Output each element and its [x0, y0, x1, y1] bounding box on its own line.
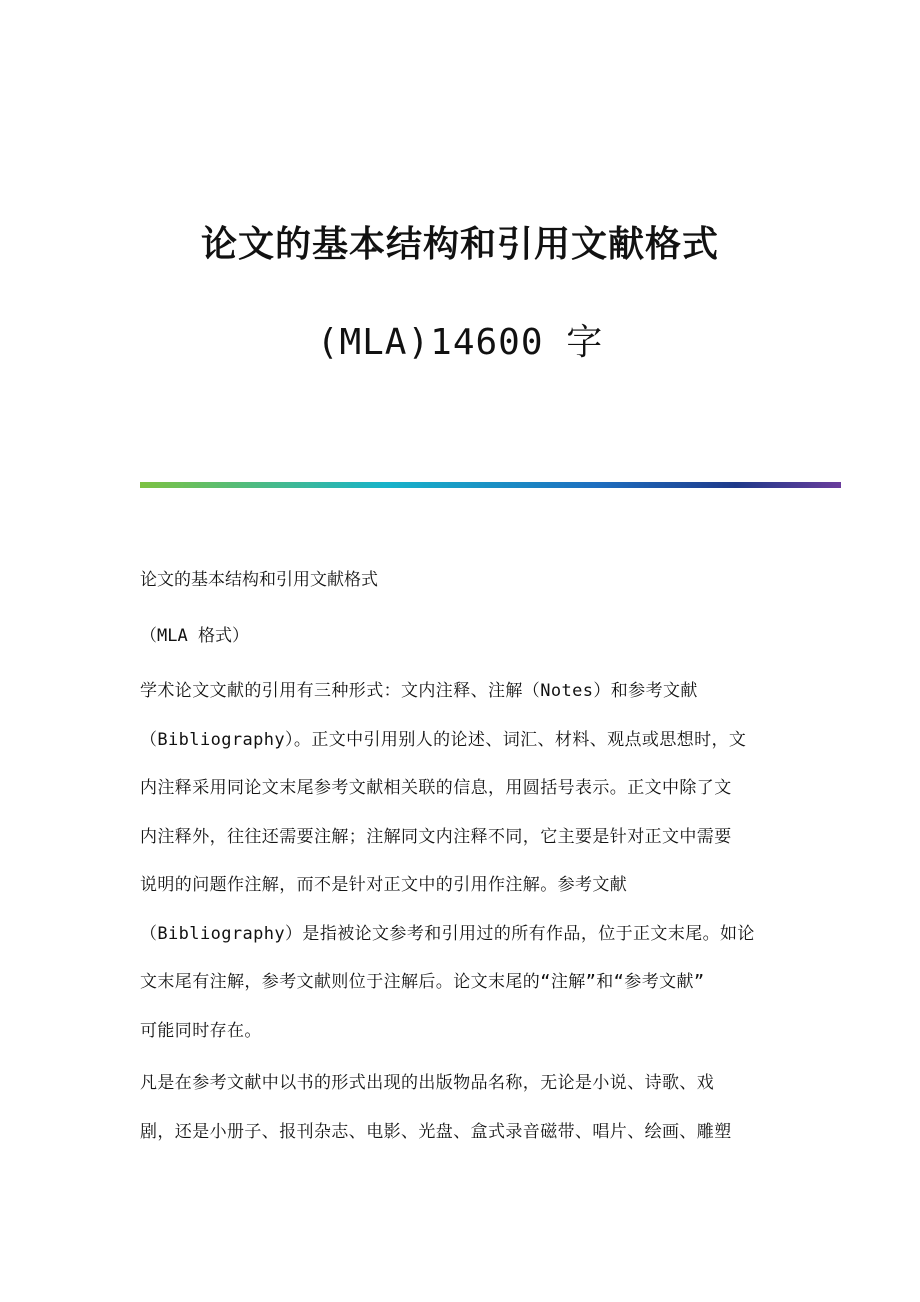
document-title-subline: (MLA)14600 字 [316, 322, 604, 363]
divider-bar [140, 482, 841, 488]
paragraph-line: 剧，还是小册子、报刊杂志、电影、光盘、盒式录音磁带、唱片、绘画、雕塑 [140, 1121, 732, 1142]
paragraph-line: 内注释外，往往还需要注解；注解同文内注释不同，它主要是针对正文中需要 [140, 826, 732, 847]
paragraph-line: （Bibliography）。正文中引用别人的论述、词汇、材料、观点或思想时，文 [140, 729, 747, 750]
paragraph-line: 文末尾有注解，参考文献则位于注解后。论文末尾的“注解”和“参考文献” [140, 972, 705, 992]
paragraph-line: 内注释采用同论文末尾参考文献相关联的信息，用圆括号表示。正文中除了文 [140, 778, 732, 798]
document-title: 论文的基本结构和引用文献格式 [200, 224, 719, 265]
section-subheading: （MLA 格式） [140, 626, 249, 646]
paragraph-citation-forms [140, 667, 772, 1055]
paragraph-line: 学术论文文献的引用有三种形式：文内注释、注解（Notes）和参考文献 [140, 681, 698, 701]
gradient-divider [140, 482, 841, 488]
paragraph-line: （Bibliography）是指被论文参考和引用过的所有作品，位于正文末尾。如论 [140, 923, 755, 944]
paragraph-line: 说明的问题作注解，而不是针对正文中的引用作注解。参考文献 [140, 875, 628, 895]
paragraph-line: 可能同时存在。 [140, 1020, 262, 1041]
paragraph-line: 凡是在参考文献中以书的形式出现的出版物品名称，无论是小说、诗歌、戏 [140, 1073, 715, 1093]
paragraph-publication-titles [140, 1059, 772, 1156]
section-heading: 论文的基本结构和引用文献格式 [140, 570, 378, 590]
